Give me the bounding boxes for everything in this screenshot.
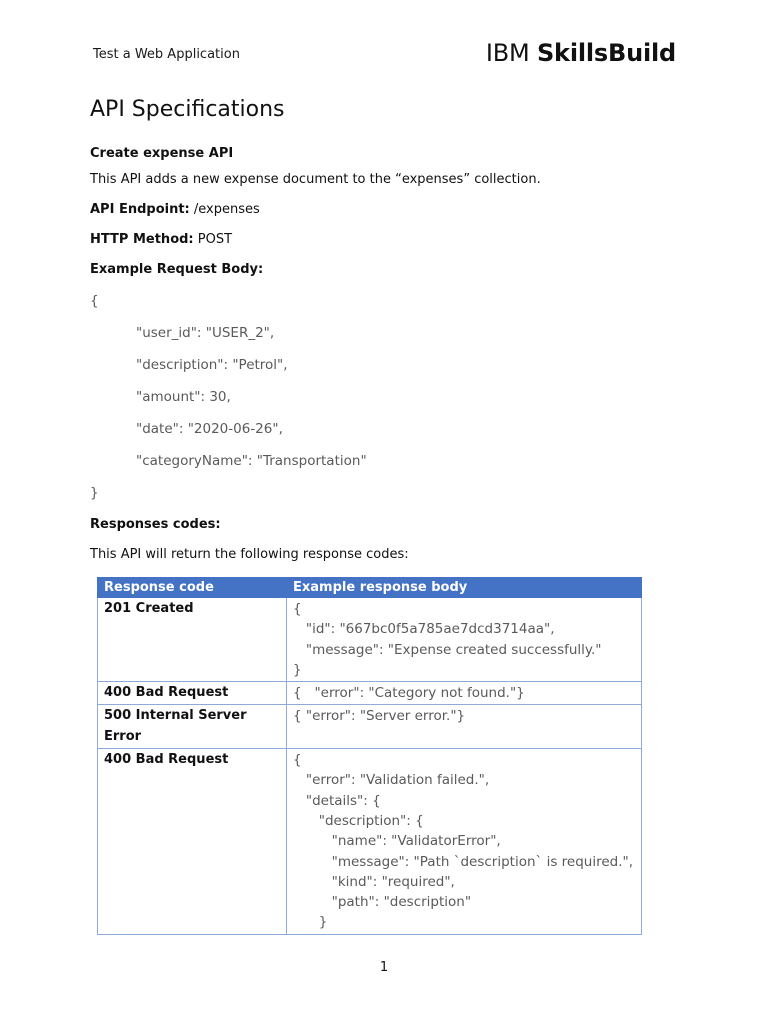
column-header-response-code: Response code: [98, 578, 287, 598]
request-body-line: "user_id": "USER_2",: [136, 325, 275, 341]
page-number: 1: [379, 960, 389, 975]
response-body-cell: { "error": "Server error."}: [287, 705, 642, 749]
response-code-cell: 400 Bad Request: [98, 682, 287, 705]
logo-skillsbuild-text: SkillsBuild: [536, 39, 676, 67]
logo-ibm-text: IBM: [485, 39, 537, 67]
request-body-line: "date": "2020-06-26",: [136, 421, 283, 437]
request-body-close-brace: }: [90, 485, 99, 501]
request-body-open-brace: {: [90, 293, 99, 309]
response-code-cell: 500 Internal Server Error: [98, 705, 287, 749]
document-header-title: Test a Web Application: [93, 47, 240, 62]
responses-heading: Responses codes:: [90, 517, 221, 532]
method-value: POST: [193, 232, 233, 247]
endpoint-line: [90, 202, 260, 217]
endpoint-label: API Endpoint:: [90, 202, 190, 217]
response-body-cell: { "error": "Validation failed.", "details": { "description": { "name": "ValidatorError", "message": "Path `description` is required.", "kind": "required", "path": "description" }: [287, 749, 642, 935]
responses-intro: This API will return the following response codes:: [90, 547, 409, 562]
example-request-label: Example Request Body:: [90, 262, 264, 277]
response-code-cell: 400 Bad Request: [98, 749, 287, 935]
page-title: API Specifications: [90, 97, 285, 122]
column-header-example-body: Example response body: [287, 578, 642, 598]
table-row: [98, 705, 642, 749]
table-row: [98, 749, 642, 935]
response-code-cell: 201 Created: [98, 598, 287, 682]
section-description: This API adds a new expense document to the “expenses” collection.: [90, 172, 541, 187]
table-header-row: [98, 578, 642, 598]
section-heading: Create expense API: [90, 146, 234, 161]
method-label: HTTP Method:: [90, 232, 194, 247]
table-row: [98, 682, 642, 705]
method-line: [90, 232, 232, 247]
ibm-skillsbuild-logo: [486, 39, 676, 67]
endpoint-value: /expenses: [189, 202, 260, 217]
request-body-line: "description": "Petrol",: [136, 357, 288, 373]
response-body-cell: { "id": "667bc0f5a785ae7dcd3714aa", "message": "Expense created successfully." }: [287, 598, 642, 682]
table-row: [98, 598, 642, 682]
response-body-cell: { "error": "Category not found."}: [287, 682, 642, 705]
request-body-line: "amount": 30,: [136, 389, 231, 405]
response-codes-table: [97, 577, 642, 935]
request-body-line: "categoryName": "Transportation": [136, 453, 367, 469]
